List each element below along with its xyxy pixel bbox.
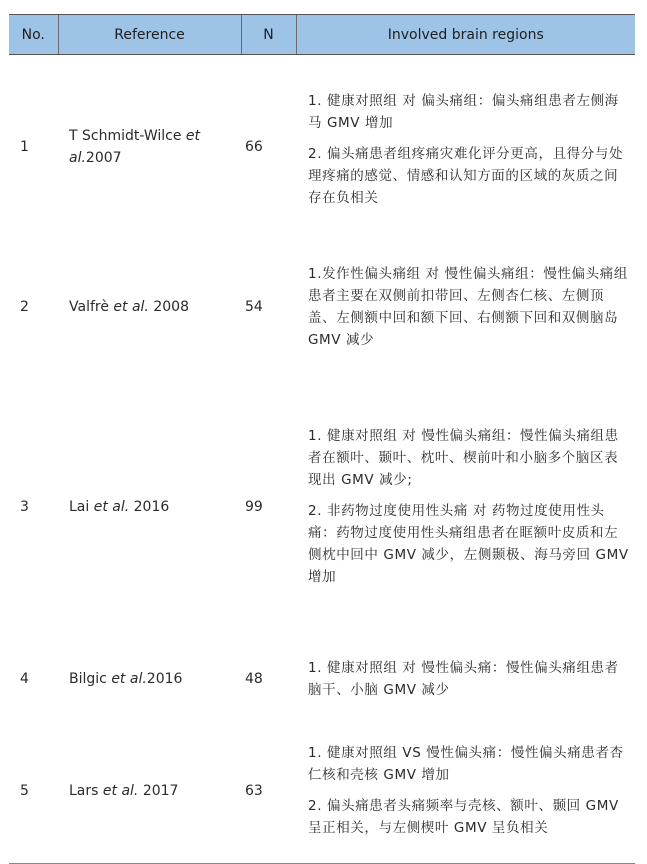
region-item: 1. 健康对照组 对 慢性偏头痛组：慢性偏头痛组患者在额叶、颞叶、枕叶、楔前叶和小脑多个脑区表现出 GMV 减少;	[308, 428, 619, 488]
ref-author: T Schmidt-Wilce	[69, 128, 186, 145]
ref-author: Valfrè	[69, 299, 114, 315]
table-row	[9, 55, 635, 240]
table-row	[9, 375, 635, 639]
header-n: N	[241, 15, 296, 55]
header-reference: Reference	[58, 15, 241, 55]
cell-regions	[296, 719, 635, 864]
ref-author: Lars	[69, 782, 103, 799]
cell-reference	[58, 639, 241, 719]
cell-no: 2	[20, 299, 29, 315]
cell-reference	[58, 375, 241, 639]
cell-n: 48	[245, 670, 263, 687]
cell-no: 1	[20, 139, 29, 156]
region-item: 1. 健康对照组 对 偏头痛组：偏头痛组患者左侧海马 GMV 增加	[308, 92, 619, 131]
cell-n: 54	[245, 299, 263, 315]
cell-regions	[296, 639, 635, 719]
ref-etal: et al.	[69, 128, 201, 167]
table-header	[9, 15, 635, 55]
ref-etal: et al.	[111, 670, 147, 687]
table-row	[9, 639, 635, 719]
region-item: 2. 偏头痛患者头痛频率与壳核、额叶、颞回 GMV 呈正相关，与左侧楔叶 GMV 呈负相关	[308, 798, 619, 837]
header-regions: Involved brain regions	[296, 15, 635, 55]
ref-etal: et al.	[113, 299, 149, 315]
cell-no: 3	[20, 498, 29, 515]
ref-author: Bilgic	[69, 670, 112, 687]
cell-regions	[296, 375, 635, 639]
region-item: 1. 健康对照组 VS 慢性偏头痛：慢性偏头痛患者杏仁核和壳核 GMV 增加	[308, 745, 624, 784]
header-no: No.	[9, 15, 58, 55]
ref-year: 2016	[129, 498, 170, 515]
studies-table-container	[9, 14, 635, 864]
region-item: 2. 非药物过度使用性头痛 对 药物过度使用性头痛：药物过度使用性头痛组患者在眶额叶皮质和左侧枕中回中 GMV 减少，左侧颞极、海马旁回 GMV 增加	[308, 503, 629, 585]
cell-reference	[58, 55, 241, 240]
table-row	[9, 719, 635, 864]
ref-year: 2008	[148, 299, 189, 315]
cell-no: 4	[20, 670, 29, 687]
region-item: 1. 健康对照组 对 慢性偏头痛：慢性偏头痛组患者脑干、小脑 GMV 减少	[308, 659, 619, 698]
cell-n: 99	[245, 498, 263, 515]
region-item: 1.发作性偏头痛组 对 慢性偏头痛组：慢性偏头痛组患者主要在双侧前扣带回、左侧杏仁核、左侧顶盖、左侧额中回和额下回、右侧额下回和双侧脑岛 GMV 减少	[308, 266, 628, 348]
cell-no: 5	[9, 719, 58, 864]
header-row	[9, 15, 635, 55]
table-body	[9, 55, 635, 864]
cell-n: 63	[241, 719, 296, 864]
ref-etal: et al.	[93, 498, 130, 515]
ref-author: Lai	[69, 498, 94, 515]
studies-table	[9, 14, 635, 864]
ref-year: 2017	[138, 782, 179, 799]
cell-reference	[58, 240, 241, 375]
cell-regions	[296, 240, 635, 375]
ref-etal: et al.	[102, 782, 139, 799]
table-row	[9, 240, 635, 375]
ref-year: 2007	[85, 150, 122, 167]
ref-year: 2016	[146, 670, 183, 687]
cell-regions	[296, 55, 635, 240]
cell-reference	[58, 719, 241, 864]
cell-n: 66	[245, 139, 263, 156]
region-item: 2. 偏头痛患者组疼痛灾难化评分更高，且得分与处理疼痛的感觉、情感和认知方面的区域的灰质之间存在负相关	[308, 145, 624, 206]
